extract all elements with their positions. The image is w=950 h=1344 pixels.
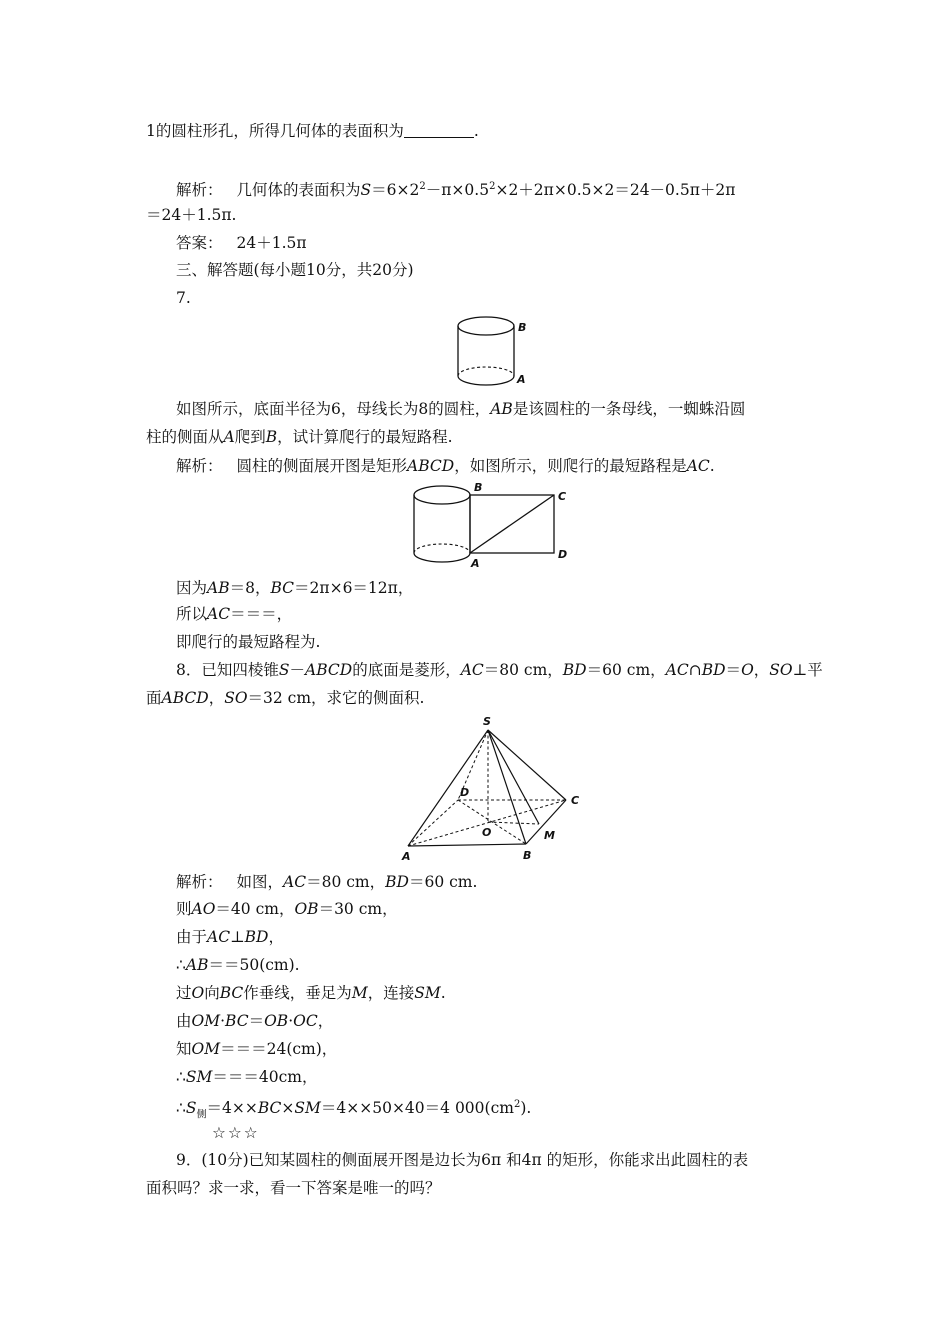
- fig3-label-m: M: [544, 829, 555, 842]
- q6-analysis-line2: ＝24＋1.5π.: [146, 206, 237, 224]
- answer-blank: [404, 121, 474, 138]
- fig2-label-d: D: [558, 548, 568, 561]
- q9-line1: 9．(10分)已知某圆柱的侧面展开图是边长为6π 和4π 的矩形，你能求出此圆柱的表: [176, 1151, 749, 1169]
- q8-problem-line2: 面ABCD，SO＝32 cm，求它的侧面积.: [146, 689, 425, 707]
- q7-step3: 即爬行的最短路程为.: [176, 633, 321, 651]
- q6-tail: 1的圆柱形孔，所得几何体的表面积为 .: [146, 122, 479, 140]
- q8-analysis-line4: ∴AB＝＝50(cm).: [176, 956, 300, 974]
- fig2-label-c: C: [558, 490, 567, 503]
- fig2-label-a: A: [471, 557, 480, 570]
- q8-analysis-line5: 过O向BC作垂线，垂足为M，连接SM.: [176, 984, 446, 1002]
- q7-problem-line1: 如图所示，底面半径为6，母线长为8的圆柱，AB是该圆柱的一条母线，一蜘蛛沿圆: [176, 400, 746, 418]
- q7-step2: 所以AC＝＝＝，: [176, 605, 293, 623]
- q7-analysis: 解析： 圆柱的侧面展开图是矩形ABCD，如图所示，则爬行的最短路程是AC.: [176, 457, 715, 475]
- fig2-label-b: B: [474, 481, 483, 494]
- q8-analysis-line2: 则AO＝40 cm，OB＝30 cm，: [176, 900, 398, 918]
- fig3-label-o: O: [482, 826, 492, 839]
- q8-analysis-line6: 由OM·BC＝OB·OC，: [176, 1012, 334, 1030]
- fig3-label-s: S: [483, 715, 491, 728]
- fig1-label-b: B: [518, 321, 527, 334]
- fig3-label-a: A: [402, 850, 411, 863]
- q8-analysis-line3: 由于AC⊥BD，: [176, 928, 284, 946]
- q7-unrolled-figure: [408, 478, 578, 570]
- fig3-label-d: D: [460, 786, 470, 799]
- fig1-label-a: A: [517, 373, 526, 386]
- q7-problem-line2: 柱的侧面从A爬到B，试计算爬行的最短路程.: [146, 428, 453, 446]
- q6-answer: 答案： 24＋1.5π: [176, 234, 307, 252]
- stars-divider: ☆☆☆: [212, 1124, 260, 1142]
- q8-analysis-line9: $\therefore S_侧=4\times\times BC\times SM=4\times\times 50\times 40=4$ $000(cm^2)$.: [176, 1099, 532, 1121]
- fig3-label-b: B: [523, 849, 532, 862]
- section-3-heading: 三、解答题(每小题10分，共20分): [176, 261, 414, 279]
- q8-analysis-line8: ∴SM＝＝＝40cm，: [176, 1068, 318, 1086]
- q8-pyramid-figure: [398, 712, 588, 866]
- q8-analysis-line1: 解析： 如图，AC＝80 cm，BD＝60 cm.: [176, 873, 478, 891]
- q8-problem-line1: 8．已知四棱锥S－ABCD的底面是菱形，AC＝80 cm，BD＝60 cm，AC∩BD＝O，SO⊥平: [176, 661, 823, 679]
- q8-analysis-line7: 知OM＝＝＝24(cm)，: [176, 1040, 338, 1058]
- q9-line2: 面积吗？求一求，看一下答案是唯一的吗？: [146, 1179, 441, 1197]
- q7-cylinder-figure: [450, 312, 540, 392]
- fig3-label-c: C: [571, 794, 580, 807]
- q7-step1: 因为AB＝8，BC＝2π×6＝12π，: [176, 579, 414, 597]
- q7-number: 7.: [176, 289, 191, 307]
- q6-analysis-line1: 解析： 几何体的表面积为$S=6\times 2^2-\pi\times 0.5^2\times 2+2\pi\times 0.5\times 2=24-0.5\pi+2\pi$: [176, 181, 736, 200]
